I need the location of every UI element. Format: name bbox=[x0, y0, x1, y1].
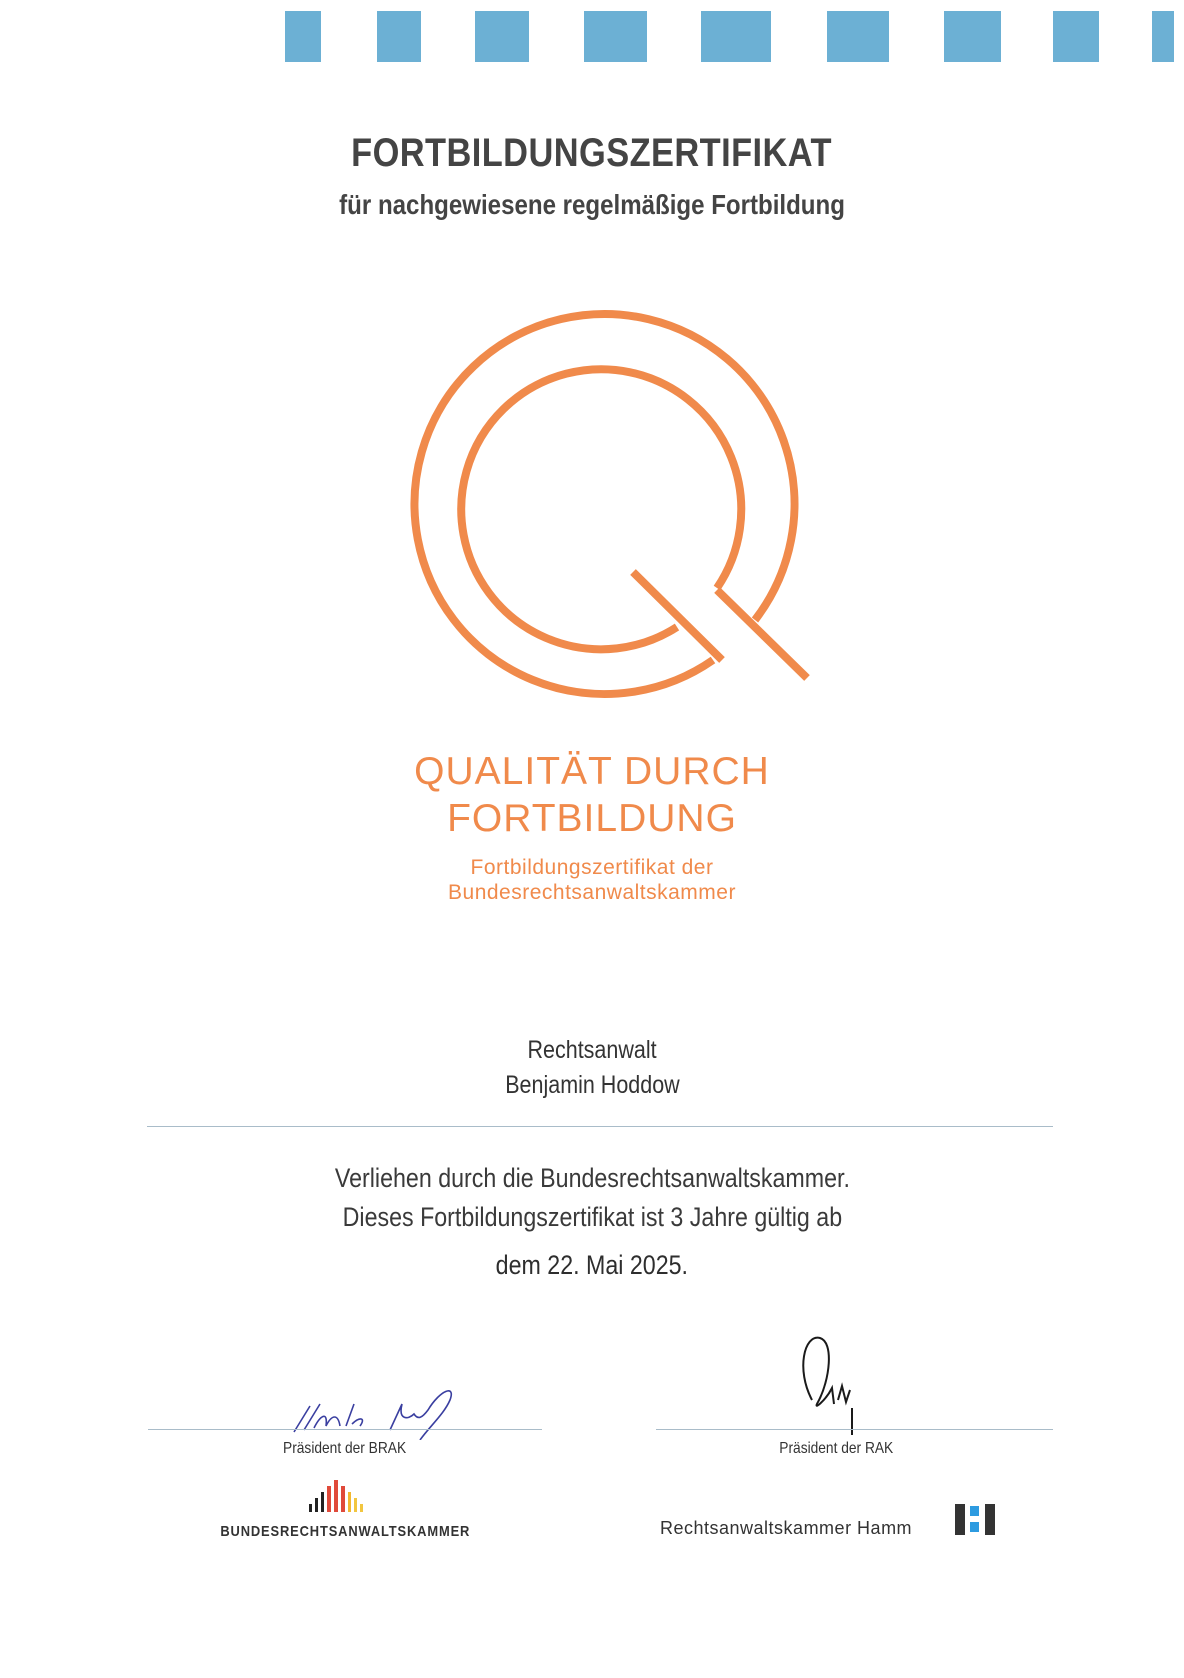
recipient-name-text: Benjamin Hoddow bbox=[504, 1071, 680, 1099]
brak-org-name-text: BUNDESRECHTSANWALTSKAMMER bbox=[220, 1523, 470, 1540]
signature-line-left bbox=[148, 1429, 542, 1430]
recipient-role bbox=[0, 1036, 1184, 1065]
statement-line-2 bbox=[0, 1202, 1184, 1233]
certificate-subtitle-text: für nachgewiesene regelmäßige Fortbildung bbox=[339, 189, 845, 220]
signature-line-right bbox=[656, 1429, 1053, 1430]
validity-date bbox=[0, 1250, 1184, 1281]
rak-hamm-org-name: Rechtsanwaltskammer Hamm bbox=[660, 1518, 913, 1538]
rak-hamm-logo-icon bbox=[955, 1504, 1001, 1536]
seal-line-1: QUALITÄT DURCH bbox=[414, 750, 770, 793]
recipient-name bbox=[0, 1071, 1184, 1100]
brak-president-label-text: Präsident der BRAK bbox=[283, 1440, 407, 1457]
statement-line-2-text: Dieses Fortbildungszertifikat ist 3 Jahre gültig ab bbox=[342, 1202, 842, 1232]
brak-president-label bbox=[148, 1440, 542, 1458]
rak-president-label-text: Präsident der RAK bbox=[779, 1440, 893, 1457]
rak-president-signature bbox=[790, 1330, 900, 1440]
brak-org-name bbox=[148, 1523, 542, 1540]
seal-line-2: FORTBILDUNG bbox=[447, 797, 737, 840]
seal-line-4: Bundesrechtsanwaltskammer bbox=[448, 881, 736, 904]
rak-president-label bbox=[656, 1440, 1016, 1458]
certificate-title-text: FORTBILDUNGSZERTIFIKAT bbox=[351, 131, 833, 175]
recipient-role-text: Rechtsanwalt bbox=[527, 1036, 657, 1064]
statement-line-1 bbox=[0, 1163, 1184, 1194]
divider bbox=[147, 1126, 1053, 1127]
brak-logo-icon bbox=[305, 1478, 385, 1514]
validity-date-text: dem 22. Mai 2025. bbox=[495, 1250, 689, 1280]
quality-q-logo bbox=[0, 0, 1184, 760]
statement-line-1-text: Verliehen durch die Bundesrechtsanwaltskammer. bbox=[334, 1163, 850, 1193]
q-inner-tail bbox=[633, 572, 722, 660]
q-inner-ring bbox=[461, 369, 741, 649]
seal-line-3: Fortbildungszertifikat der bbox=[470, 856, 714, 879]
